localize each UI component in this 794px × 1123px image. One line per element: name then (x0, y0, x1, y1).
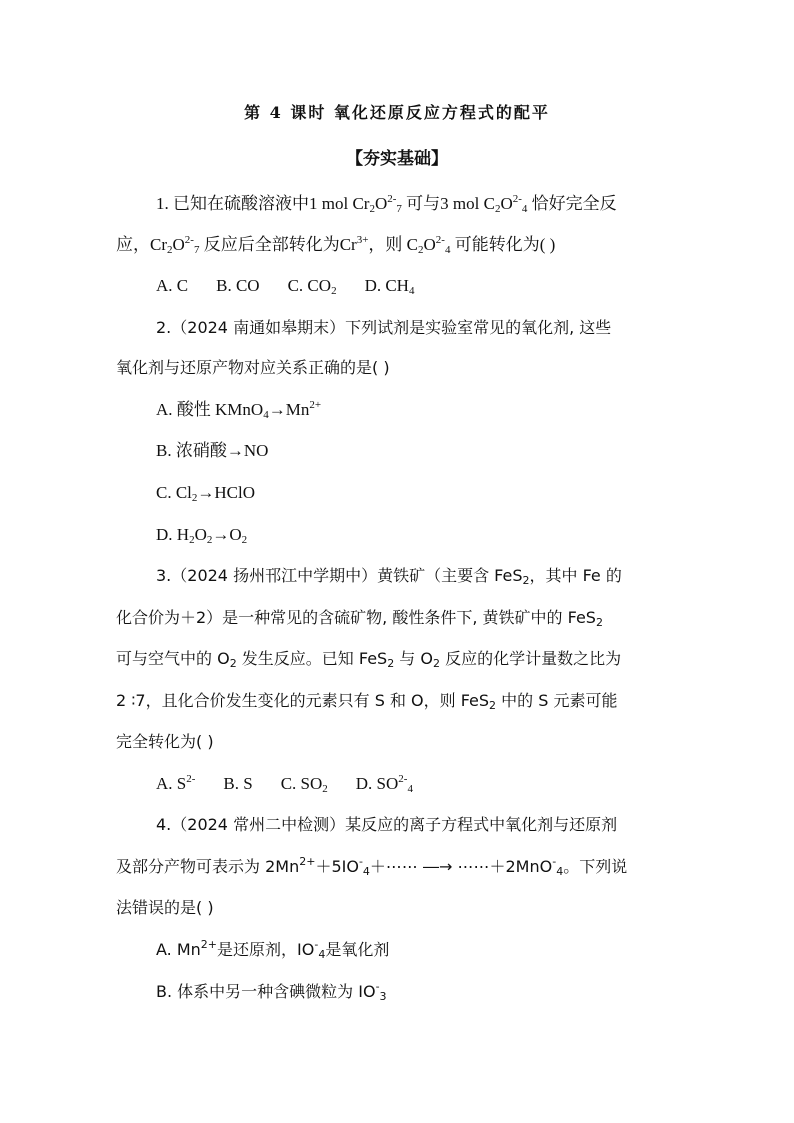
answer-blank: 可能转化为( ) (450, 235, 556, 254)
option-a (156, 772, 195, 796)
superscript: 3+ (356, 234, 369, 246)
text: O (500, 194, 513, 213)
superscript: 2- (184, 234, 194, 246)
superscript: 2+ (200, 938, 217, 951)
subscript: 4 (444, 244, 451, 256)
option-a: A. C (156, 276, 189, 295)
text: 反应的化学计量数之比为 (439, 649, 622, 668)
subscript: 3 (379, 990, 387, 1003)
text: 发生反应。已知 FeS (236, 649, 388, 668)
superscript: - (552, 855, 557, 868)
subscript: 4 (407, 783, 413, 795)
superscript: 2- (435, 234, 445, 246)
superscript: 2+ (299, 855, 316, 868)
text: 可与3 mol C (401, 194, 495, 213)
text: 是还原剂，IO (217, 940, 315, 959)
text: D. SO (355, 774, 399, 793)
lesson-title: 第 4 课时 氧化还原反应方程式的配平 (244, 103, 550, 122)
subscript: 2 (369, 203, 375, 215)
subscript: 2 (229, 657, 237, 670)
text: C. Cl (156, 483, 192, 502)
text: 恰好完全反 (527, 194, 617, 213)
q2-line-2: 氧化剂与还原产物对应关系正确的是( ) (116, 358, 390, 377)
superscript: 2- (387, 193, 397, 205)
q2-option-a (156, 398, 682, 422)
subscript: 2 (191, 492, 198, 504)
q2-option-d (156, 523, 682, 547)
text: 是氧化剂 (325, 940, 390, 959)
text: 及部分产物可表示为 2Mn (116, 857, 300, 876)
text: O (423, 235, 436, 254)
q1-line-2 (116, 233, 682, 257)
q2-option-b: B. 浓硝酸→NO (156, 441, 269, 460)
superscript: - (314, 938, 319, 951)
text: O (374, 194, 388, 213)
q3-line-3 (116, 647, 682, 671)
q4-option-a (156, 938, 682, 962)
text: D. CH (364, 276, 409, 295)
subscript: 4 (263, 409, 269, 421)
text: 应，Cr (116, 235, 167, 254)
text: 化合价为＋2）是一种常见的含硫矿物, 酸性条件下, 黄铁矿中的 FeS (116, 608, 596, 627)
option-b: B. CO (216, 276, 260, 295)
subscript: 4 (318, 948, 326, 961)
subscript: 4 (556, 865, 564, 878)
text: O (194, 525, 207, 544)
subscript: 4 (408, 285, 415, 297)
q2-option-c (156, 481, 682, 505)
q3-line-4 (116, 689, 682, 713)
text: 反应后全部转化为Cr (199, 235, 357, 254)
text: C. SO (280, 774, 323, 793)
subscript: 2 (322, 783, 328, 795)
text: ，则 C (368, 235, 419, 254)
subscript: 2 (418, 244, 424, 256)
q1-options (156, 274, 682, 298)
subscript: 2 (595, 616, 603, 629)
subscript: 2 (489, 699, 497, 712)
text: A. S (156, 774, 187, 793)
subscript: 2 (387, 657, 395, 670)
text: B. 体系中另一种含碘微粒为 IO (156, 982, 376, 1001)
text: A. 酸性 KMnO (156, 400, 264, 419)
q3-line-2 (116, 606, 682, 630)
q3-line-5: 完全转化为( ) (116, 732, 214, 751)
text: O (172, 235, 185, 254)
text: →HClO (197, 483, 256, 502)
superscript: - (358, 855, 363, 868)
text: →O (212, 525, 242, 544)
text: A. Mn (156, 940, 201, 959)
q1-line-1 (156, 192, 682, 216)
q4-line-2 (116, 855, 682, 879)
subscript: 4 (521, 203, 528, 215)
subscript: 2 (432, 657, 440, 670)
text: D. H (156, 525, 190, 544)
q3-line-1 (156, 564, 682, 588)
superscript: 2+ (309, 399, 322, 411)
subscript: 2 (206, 534, 213, 546)
subscript: 2 (331, 285, 337, 297)
text: 3.（2024 扬州邗江中学期中）黄铁矿（主要含 FeS (156, 566, 523, 585)
text: →Mn (268, 400, 310, 419)
text: ＋⋯⋯ ―→ ⋯⋯＋2MnO (369, 857, 553, 876)
q4-line-3: 法错误的是( ) (116, 898, 214, 917)
text: 2 ∶7，且化合价发生变化的元素只有 S 和 O，则 FeS (116, 691, 490, 710)
q4-option-b (156, 980, 682, 1004)
text: ＋5IO (315, 857, 359, 876)
subscript: 2 (522, 574, 530, 587)
text: 中的 S 元素可能 (496, 691, 618, 710)
text: C. CO (287, 276, 332, 295)
q4-line-1: 4.（2024 常州二中检测）某反应的离子方程式中氧化剂与还原剂 (156, 815, 618, 834)
subscript: 4 (362, 865, 370, 878)
text: 与 O (394, 649, 433, 668)
option-c (288, 274, 337, 298)
subscript: 7 (396, 203, 402, 215)
superscript: 2- (186, 773, 196, 785)
option-d (365, 274, 415, 298)
subscript: 2 (167, 244, 173, 256)
text: 1. 已知在硫酸溶液中1 mol Cr (156, 194, 370, 213)
text: 可与空气中的 O (116, 649, 230, 668)
text: 。下列说 (563, 857, 628, 876)
section-heading: 【夯实基础】 (346, 149, 448, 169)
option-d (356, 772, 413, 796)
option-b: B. S (223, 774, 253, 793)
subscript: 2 (494, 203, 501, 215)
superscript: - (375, 980, 380, 993)
q2-line-1: 2.（2024 南通如皋期末）下列试剂是实验室常见的氧化剂, 这些 (156, 318, 612, 337)
superscript: 2- (512, 193, 522, 205)
superscript: 2- (398, 773, 408, 785)
option-c (281, 772, 328, 796)
subscript: 2 (189, 534, 195, 546)
text: ，其中 Fe 的 (529, 566, 622, 585)
subscript: 7 (193, 244, 200, 256)
q3-options (156, 772, 682, 796)
subscript: 2 (241, 534, 248, 546)
